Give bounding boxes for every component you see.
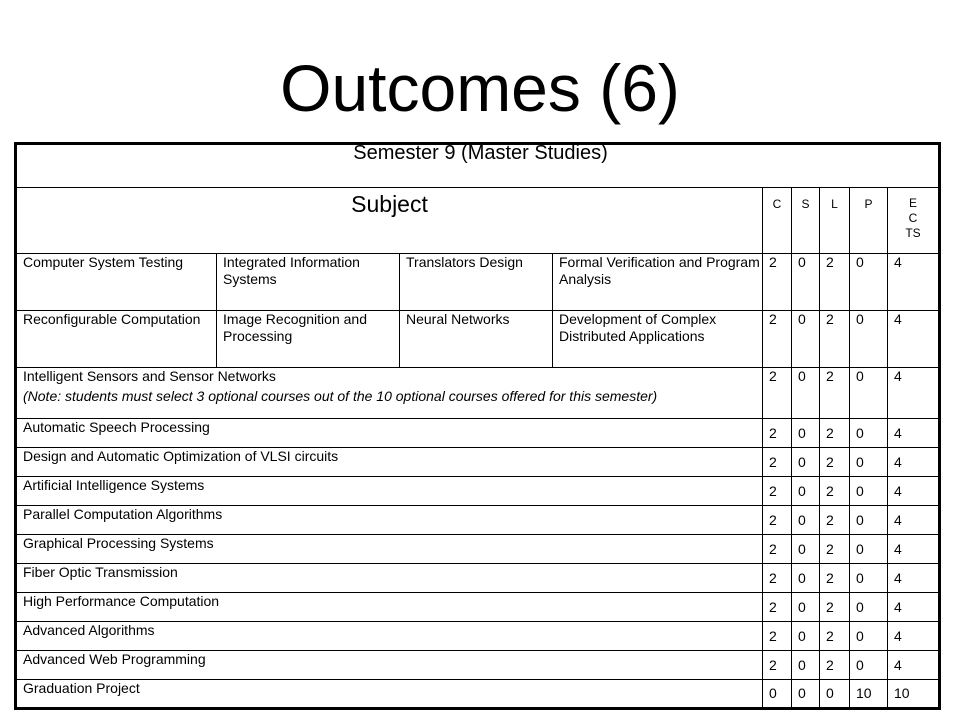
column-header-ects xyxy=(888,188,940,254)
course-cell: High Performance Computation xyxy=(16,593,763,622)
value-s: 0 xyxy=(792,419,820,448)
value-c: 0 xyxy=(763,680,792,709)
value-l: 2 xyxy=(820,448,850,477)
course-cell: Artificial Intelligence Systems xyxy=(16,477,763,506)
column-header-p: P xyxy=(850,188,888,254)
value-ects: 4 xyxy=(888,622,940,651)
value-s: 0 xyxy=(792,311,820,368)
course-cell: Neural Networks xyxy=(400,311,553,368)
semester-heading: Semester 9 (Master Studies) xyxy=(16,144,940,188)
value-ects: 4 xyxy=(888,254,940,311)
selection-note: (Note: students must select 3 optional courses out of the 10 optional courses offered for this semester) xyxy=(23,388,658,404)
value-p: 0 xyxy=(850,564,888,593)
value-c: 2 xyxy=(763,622,792,651)
value-p: 0 xyxy=(850,593,888,622)
value-s: 0 xyxy=(792,254,820,311)
course-cell: Advanced Algorithms xyxy=(16,622,763,651)
column-header-c: C xyxy=(763,188,792,254)
value-p: 0 xyxy=(850,477,888,506)
table-row xyxy=(16,622,940,651)
value-l: 2 xyxy=(820,564,850,593)
value-p: 0 xyxy=(850,535,888,564)
value-c: 2 xyxy=(763,448,792,477)
course-cell: Fiber Optic Transmission xyxy=(16,564,763,593)
ects-line-2: C xyxy=(908,211,918,225)
value-l: 0 xyxy=(820,680,850,709)
course-cell: Reconfigurable Computation xyxy=(16,311,217,368)
value-ects: 4 xyxy=(888,593,940,622)
table-row xyxy=(16,311,940,368)
course-cell: Automatic Speech Processing xyxy=(16,419,763,448)
course-cell: Advanced Web Programming xyxy=(16,651,763,680)
table-row xyxy=(16,680,940,709)
course-cell: Image Recognition and Processing xyxy=(217,311,400,368)
value-l: 2 xyxy=(820,535,850,564)
header-row xyxy=(16,188,940,254)
table-row xyxy=(16,368,940,419)
value-l: 2 xyxy=(820,419,850,448)
value-c: 2 xyxy=(763,419,792,448)
value-p: 0 xyxy=(850,651,888,680)
value-l: 2 xyxy=(820,651,850,680)
value-p: 0 xyxy=(850,622,888,651)
table-row xyxy=(16,564,940,593)
value-s: 0 xyxy=(792,593,820,622)
value-l: 2 xyxy=(820,593,850,622)
value-c: 2 xyxy=(763,506,792,535)
value-c: 2 xyxy=(763,651,792,680)
value-c: 2 xyxy=(763,368,792,419)
course-cell: Parallel Computation Algorithms xyxy=(16,506,763,535)
table-row xyxy=(16,254,940,311)
course-name: Intelligent Sensors and Sensor Networks xyxy=(23,368,276,384)
value-p: 0 xyxy=(850,254,888,311)
value-ects: 4 xyxy=(888,448,940,477)
table-row xyxy=(16,506,940,535)
value-ects: 4 xyxy=(888,368,940,419)
value-ects: 4 xyxy=(888,311,940,368)
table-row xyxy=(16,448,940,477)
value-s: 0 xyxy=(792,535,820,564)
value-s: 0 xyxy=(792,680,820,709)
value-s: 0 xyxy=(792,448,820,477)
value-c: 2 xyxy=(763,254,792,311)
course-cell: Development of Complex Distributed Applications xyxy=(553,311,763,368)
value-ects: 4 xyxy=(888,419,940,448)
ects-line-3: TS xyxy=(905,226,921,240)
value-c: 2 xyxy=(763,564,792,593)
ects-line-1: E xyxy=(908,196,917,210)
value-p: 0 xyxy=(850,448,888,477)
value-s: 0 xyxy=(792,506,820,535)
value-l: 2 xyxy=(820,506,850,535)
value-ects: 4 xyxy=(888,535,940,564)
value-s: 0 xyxy=(792,477,820,506)
value-s: 0 xyxy=(792,651,820,680)
column-header-s: S xyxy=(792,188,820,254)
course-cell: Translators Design xyxy=(400,254,553,311)
value-s: 0 xyxy=(792,564,820,593)
course-cell: Integrated Information Systems xyxy=(217,254,400,311)
value-ects: 4 xyxy=(888,506,940,535)
value-s: 0 xyxy=(792,622,820,651)
value-l: 2 xyxy=(820,477,850,506)
column-header-l: L xyxy=(820,188,850,254)
course-cell: Design and Automatic Optimization of VLSI circuits xyxy=(16,448,763,477)
course-cell: Graphical Processing Systems xyxy=(16,535,763,564)
course-cell: Computer System Testing xyxy=(16,254,217,311)
course-cell xyxy=(16,368,763,419)
value-c: 2 xyxy=(763,535,792,564)
value-c: 2 xyxy=(763,593,792,622)
value-l: 2 xyxy=(820,622,850,651)
value-p: 0 xyxy=(850,368,888,419)
table-row xyxy=(16,419,940,448)
subject-heading: Subject xyxy=(16,188,763,254)
course-cell: Formal Verification and Program Analysis xyxy=(553,254,763,311)
semester-row xyxy=(16,144,940,188)
value-s: 0 xyxy=(792,368,820,419)
table-row xyxy=(16,593,940,622)
value-p: 10 xyxy=(850,680,888,709)
course-cell: Graduation Project xyxy=(16,680,763,709)
value-ects: 10 xyxy=(888,680,940,709)
value-ects: 4 xyxy=(888,477,940,506)
value-p: 0 xyxy=(850,506,888,535)
table-row xyxy=(16,651,940,680)
value-l: 2 xyxy=(820,254,850,311)
value-p: 0 xyxy=(850,311,888,368)
value-c: 2 xyxy=(763,477,792,506)
outcomes-table xyxy=(14,142,941,710)
value-ects: 4 xyxy=(888,564,940,593)
value-l: 2 xyxy=(820,368,850,419)
value-c: 2 xyxy=(763,311,792,368)
table-row xyxy=(16,477,940,506)
table-row xyxy=(16,535,940,564)
value-l: 2 xyxy=(820,311,850,368)
slide-title: Outcomes (6) xyxy=(280,51,680,125)
value-p: 0 xyxy=(850,419,888,448)
value-ects: 4 xyxy=(888,651,940,680)
